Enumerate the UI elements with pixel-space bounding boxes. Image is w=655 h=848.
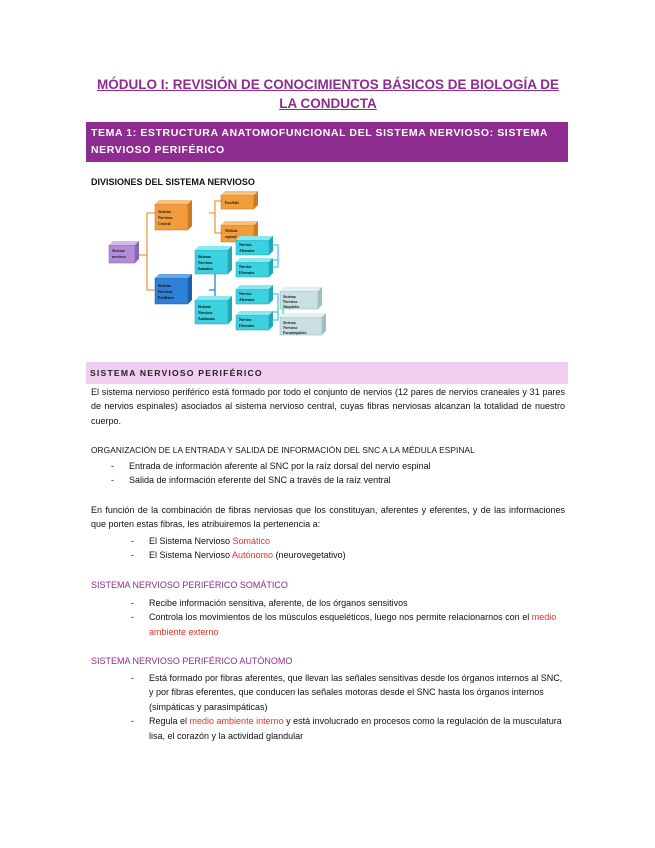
svg-text:Nervioso: Nervioso xyxy=(198,261,213,265)
list-item-text: El Sistema Nervioso xyxy=(149,550,233,561)
svg-text:Nervioso: Nervioso xyxy=(283,326,298,330)
svg-text:Eferentes: Eferentes xyxy=(239,324,255,328)
snp-section-heading: SISTEMA NERVIOSO PERIFÉRICO xyxy=(86,362,568,384)
box-snp xyxy=(155,274,192,304)
svg-text:Sistema: Sistema xyxy=(283,321,296,325)
svg-text:Nervioso: Nervioso xyxy=(158,216,173,220)
list-item-text: Regula el xyxy=(149,716,190,727)
box-som-eferentes xyxy=(236,258,273,277)
divisions-heading: DIVISIONES DEL SISTEMA NERVIOSO xyxy=(91,177,255,187)
bullet-dash: - xyxy=(131,673,134,683)
svg-text:Nervioso: Nervioso xyxy=(158,290,173,294)
nervous-system-types-list xyxy=(131,534,561,563)
svg-text:Sistema: Sistema xyxy=(283,295,296,299)
svg-text:Simpático: Simpático xyxy=(283,305,300,309)
box-encefalo xyxy=(221,191,258,209)
list-item xyxy=(131,714,566,743)
function-paragraph: En función de la combinación de fibras nerviosas que los constituyan, aferentes y eferentes, y de las informaciones que porten estas fibras, les atribuiremos la pertenencia a: xyxy=(91,505,565,530)
list-item xyxy=(131,548,561,562)
box-som-aferentes xyxy=(236,236,273,255)
highlight-medio-interno: medio ambiente interno xyxy=(189,716,284,727)
autonomo-list xyxy=(131,671,566,743)
svg-text:Sistema: Sistema xyxy=(158,284,171,288)
highlight-somatico: Somático xyxy=(232,536,271,546)
highlight-autonomo: Autónomo xyxy=(232,550,274,561)
list-item-text: Está formado por fibras aferentes, que llevan las señales sensitivas desde los órganos internos al SNC, y por fibras eferentes, que conducen las señales motoras desde el SNC hasta los órganos internos (simpáticas y parasimpáticas) xyxy=(149,673,563,712)
tema-heading-bar: TEMA 1: ESTRUCTURA ANATOMOFUNCIONAL DEL SISTEMA NERVIOSO: SISTEMA NERVIOSO PERIFÉRICO xyxy=(86,122,568,162)
highlight-medio-externo: medio ambiente externo xyxy=(149,612,557,637)
svg-text:Eferentes: Eferentes xyxy=(239,271,255,275)
svg-text:Nervioso: Nervioso xyxy=(198,311,213,315)
somatico-heading: SISTEMA NERVIOSO PERIFÉRICO SOMÁTICO xyxy=(91,580,288,590)
bullet-dash: - xyxy=(131,598,134,608)
list-item-text: El Sistema Nervioso xyxy=(149,536,233,546)
svg-text:Sistema: Sistema xyxy=(198,305,211,309)
bullet-dash: - xyxy=(131,536,134,546)
svg-text:Sistema: Sistema xyxy=(112,249,125,253)
list-item xyxy=(131,671,566,714)
list-item-text-suffix: (neurovegetativo) xyxy=(273,550,346,561)
list-item-text: Controla los movimientos de los músculos esqueléticos, luego nos permite relacionarnos con el xyxy=(149,612,532,623)
box-aut-eferentes xyxy=(236,311,273,330)
somatico-list xyxy=(131,596,566,639)
svg-text:Central: Central xyxy=(158,222,171,226)
box-parasimpatico xyxy=(280,313,326,335)
svg-text:espinal: espinal xyxy=(225,235,237,239)
svg-text:Nervios: Nervios xyxy=(239,292,252,296)
box-snc xyxy=(155,200,192,230)
svg-text:Sistema: Sistema xyxy=(198,255,211,259)
organization-heading: ORGANIZACIÓN DE LA ENTRADA Y SALIDA DE INFORMACIÓN DEL SNC A LA MÉDULA ESPINAL xyxy=(91,445,475,455)
svg-text:Somático: Somático xyxy=(198,267,213,271)
list-item xyxy=(131,610,566,639)
svg-text:Aferentes: Aferentes xyxy=(239,249,255,253)
svg-text:Aferentes: Aferentes xyxy=(239,298,255,302)
svg-text:Autónomo: Autónomo xyxy=(198,317,216,321)
svg-text:Nervios: Nervios xyxy=(239,265,252,269)
bullet-dash: - xyxy=(111,475,114,486)
box-somatico xyxy=(195,246,232,274)
svg-text:Nervios: Nervios xyxy=(239,318,252,322)
box-sistema-nervioso xyxy=(109,241,139,263)
svg-text:Encéfalo: Encéfalo xyxy=(225,201,240,205)
list-item xyxy=(131,534,561,548)
svg-text:Sistema: Sistema xyxy=(158,210,171,214)
bullet-dash: - xyxy=(131,716,134,727)
svg-text:Periférico: Periférico xyxy=(158,296,175,300)
box-aut-aferentes xyxy=(236,285,273,304)
box-autonomo xyxy=(195,296,232,324)
list-item-text-suffix: y está involucrado en procesos como la regulación de la musculatura lisa, el corazón y la actividad glandular xyxy=(149,716,562,741)
bullet-dash: - xyxy=(111,461,114,471)
bullet-dash: - xyxy=(131,612,134,623)
list-item xyxy=(131,596,566,610)
list-item xyxy=(111,459,561,473)
autonomo-heading: SISTEMA NERVIOSO PERIFÉRICO AUTÓNOMO xyxy=(91,656,293,666)
svg-text:Médula: Médula xyxy=(225,229,238,233)
svg-text:Parasimpático: Parasimpático xyxy=(283,331,307,335)
svg-text:nervioso: nervioso xyxy=(112,255,126,259)
list-item-text: Recibe información sensitiva, aferente, de los órganos sensitivos xyxy=(149,598,408,608)
list-item-text: Salida de información eferente del SNC a través de la raíz ventral xyxy=(129,475,391,486)
list-item xyxy=(111,473,561,487)
bullet-dash: - xyxy=(131,550,134,561)
page-title: MÓDULO I: REVISIÓN DE CONOCIMIENTOS BÁSICOS DE BIOLOGÍA DE LA CONDUCTA xyxy=(96,77,560,111)
svg-text:Nervioso: Nervioso xyxy=(283,300,298,304)
snp-intro-paragraph: El sistema nervioso periférico está formado por todo el conjunto de nervios (12 pares de nervios craneales y 31 pares de nervios espinales) asociados al sistema nervioso central, cuyas fibras nerviosas alcanzan la totalidad de nuestro cuerpo. xyxy=(91,387,565,426)
list-item-text: Entrada de información aferente al SNC por la raíz dorsal del nervio espinal xyxy=(129,461,431,471)
svg-text:Nervios: Nervios xyxy=(239,243,252,247)
organization-list xyxy=(111,459,561,488)
box-simpatico xyxy=(280,287,322,309)
nervous-system-diagram xyxy=(103,190,328,340)
